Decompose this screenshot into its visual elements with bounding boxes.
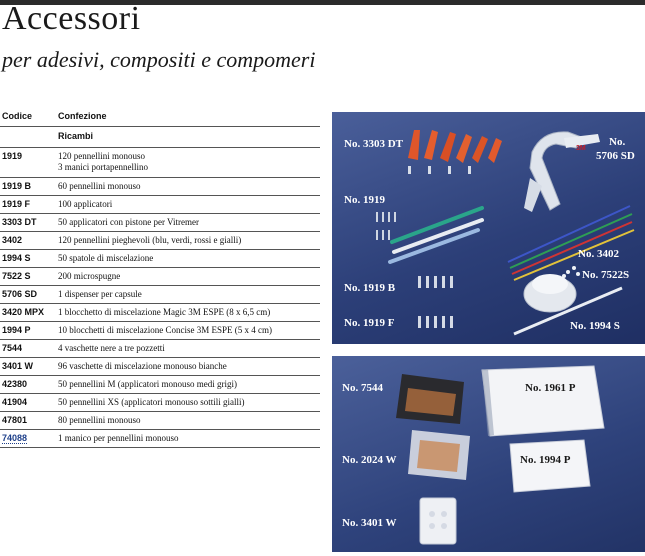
row-desc: 4 vaschette nere a tre pozzetti (58, 343, 165, 353)
row-code-highlighted: 74088 (2, 433, 28, 443)
table-row (0, 303, 320, 321)
table-row (0, 321, 320, 339)
mixing-well-white (420, 498, 456, 544)
row-desc: 50 applicatori con pistone per Vitremer (58, 217, 199, 227)
product-photo-mixing-pads (332, 356, 645, 552)
table-row (0, 285, 320, 303)
table-row (0, 249, 320, 267)
mixing-well-clear (408, 430, 470, 480)
label-2024w: No. 2024 W (342, 454, 397, 466)
row-code: 42380 (2, 379, 28, 389)
product-table (0, 108, 320, 448)
section-label: Ricambi (58, 131, 94, 141)
microsponges (562, 266, 580, 278)
row-code: 7544 (2, 343, 23, 353)
label-5706sd-line1: No. (609, 136, 626, 148)
brush-tips (418, 276, 453, 328)
row-desc: 100 applicatori (58, 199, 113, 209)
row-desc: 10 blocchetti di miscelazione Concise 3M ESPE (5 x 4 cm) (58, 325, 272, 335)
label-1919b: No. 1919 B (344, 282, 396, 294)
row-desc: 50 pennellini M (applicatori monouso medi grigi) (58, 379, 237, 389)
row-code: 3401 W (2, 361, 34, 371)
capsule-dispenser (524, 132, 600, 212)
table-header (0, 108, 320, 126)
row-desc: 1 manico per pennellini monouso (58, 433, 179, 443)
row-desc: 60 pennellini monouso (58, 181, 141, 191)
table-bottom-rule (0, 447, 320, 448)
product-photo-applicators (332, 112, 645, 344)
row-code: 3402 (2, 235, 23, 245)
row-desc: 120 pennellini pieghevoli (blu, verdi, rossi e gialli) (58, 235, 242, 245)
column-header-pack: Confezione (58, 111, 107, 121)
row-desc: 50 spatole di miscelazione (58, 253, 154, 263)
table-row (0, 411, 320, 429)
row-code: 1994 P (2, 325, 31, 335)
table-row (0, 267, 320, 285)
sponge-container (524, 274, 576, 312)
table-row (0, 195, 320, 213)
table-row (0, 375, 320, 393)
row-code: 7522 S (2, 271, 31, 281)
table-section-header (0, 126, 320, 147)
row-desc: 50 pennellini XS (applicatori monouso sottili gialli) (58, 397, 245, 407)
label-3402: No. 3402 (578, 248, 619, 260)
row-desc-line2: 3 manici portapennellino (58, 162, 148, 172)
table-row (0, 231, 320, 249)
label-1919: No. 1919 (344, 194, 385, 206)
table-row (0, 429, 320, 447)
row-desc (58, 151, 148, 173)
row-code: 1994 S (2, 253, 31, 263)
label-1961p: No. 1961 P (525, 382, 576, 394)
row-code: 1919 B (2, 181, 32, 191)
table-row (0, 339, 320, 357)
row-code: 1919 (2, 151, 23, 161)
mixing-pad-large (482, 366, 604, 436)
label-3401w: No. 3401 W (342, 517, 397, 529)
row-desc-line1: 120 pennellini monouso (58, 151, 145, 161)
orange-applicators (408, 130, 502, 174)
label-1994p: No. 1994 P (520, 454, 571, 466)
row-desc: 1 dispenser per capsule (58, 289, 142, 299)
label-7544: No. 7544 (342, 382, 383, 394)
label-1994s: No. 1994 S (570, 320, 620, 332)
row-code: 3303 DT (2, 217, 37, 227)
row-desc: 1 blocchetto di miscelazione Magic 3M ESPE (8 x 6,5 cm) (58, 307, 271, 317)
table-row (0, 357, 320, 375)
brush-applicators (376, 208, 482, 262)
page-subtitle: per adesivi, compositi e compomeri (2, 47, 316, 72)
table-row (0, 177, 320, 195)
label-3303dt: No. 3303 DT (344, 138, 403, 150)
table-row (0, 393, 320, 411)
row-code: 47801 (2, 415, 28, 425)
brand-mark: 3M (576, 145, 586, 152)
row-code: 3420 MPX (2, 307, 45, 317)
label-7522s: No. 7522S (582, 269, 630, 281)
row-desc: 200 microspugne (58, 271, 121, 281)
row-code: 41904 (2, 397, 28, 407)
label-1919f: No. 1919 F (344, 317, 395, 329)
page-title: Accessori (2, 0, 141, 37)
row-desc: 96 vaschette di miscelazione monouso bianche (58, 361, 227, 371)
column-header-code: Codice (2, 111, 33, 121)
row-code: 1919 F (2, 199, 31, 209)
row-code: 5706 SD (2, 289, 38, 299)
row-desc: 80 pennellini monouso (58, 415, 141, 425)
mixing-well-black (396, 374, 464, 424)
table-row (0, 213, 320, 231)
table-row (0, 147, 320, 177)
label-5706sd-line2: 5706 SD (596, 150, 635, 162)
